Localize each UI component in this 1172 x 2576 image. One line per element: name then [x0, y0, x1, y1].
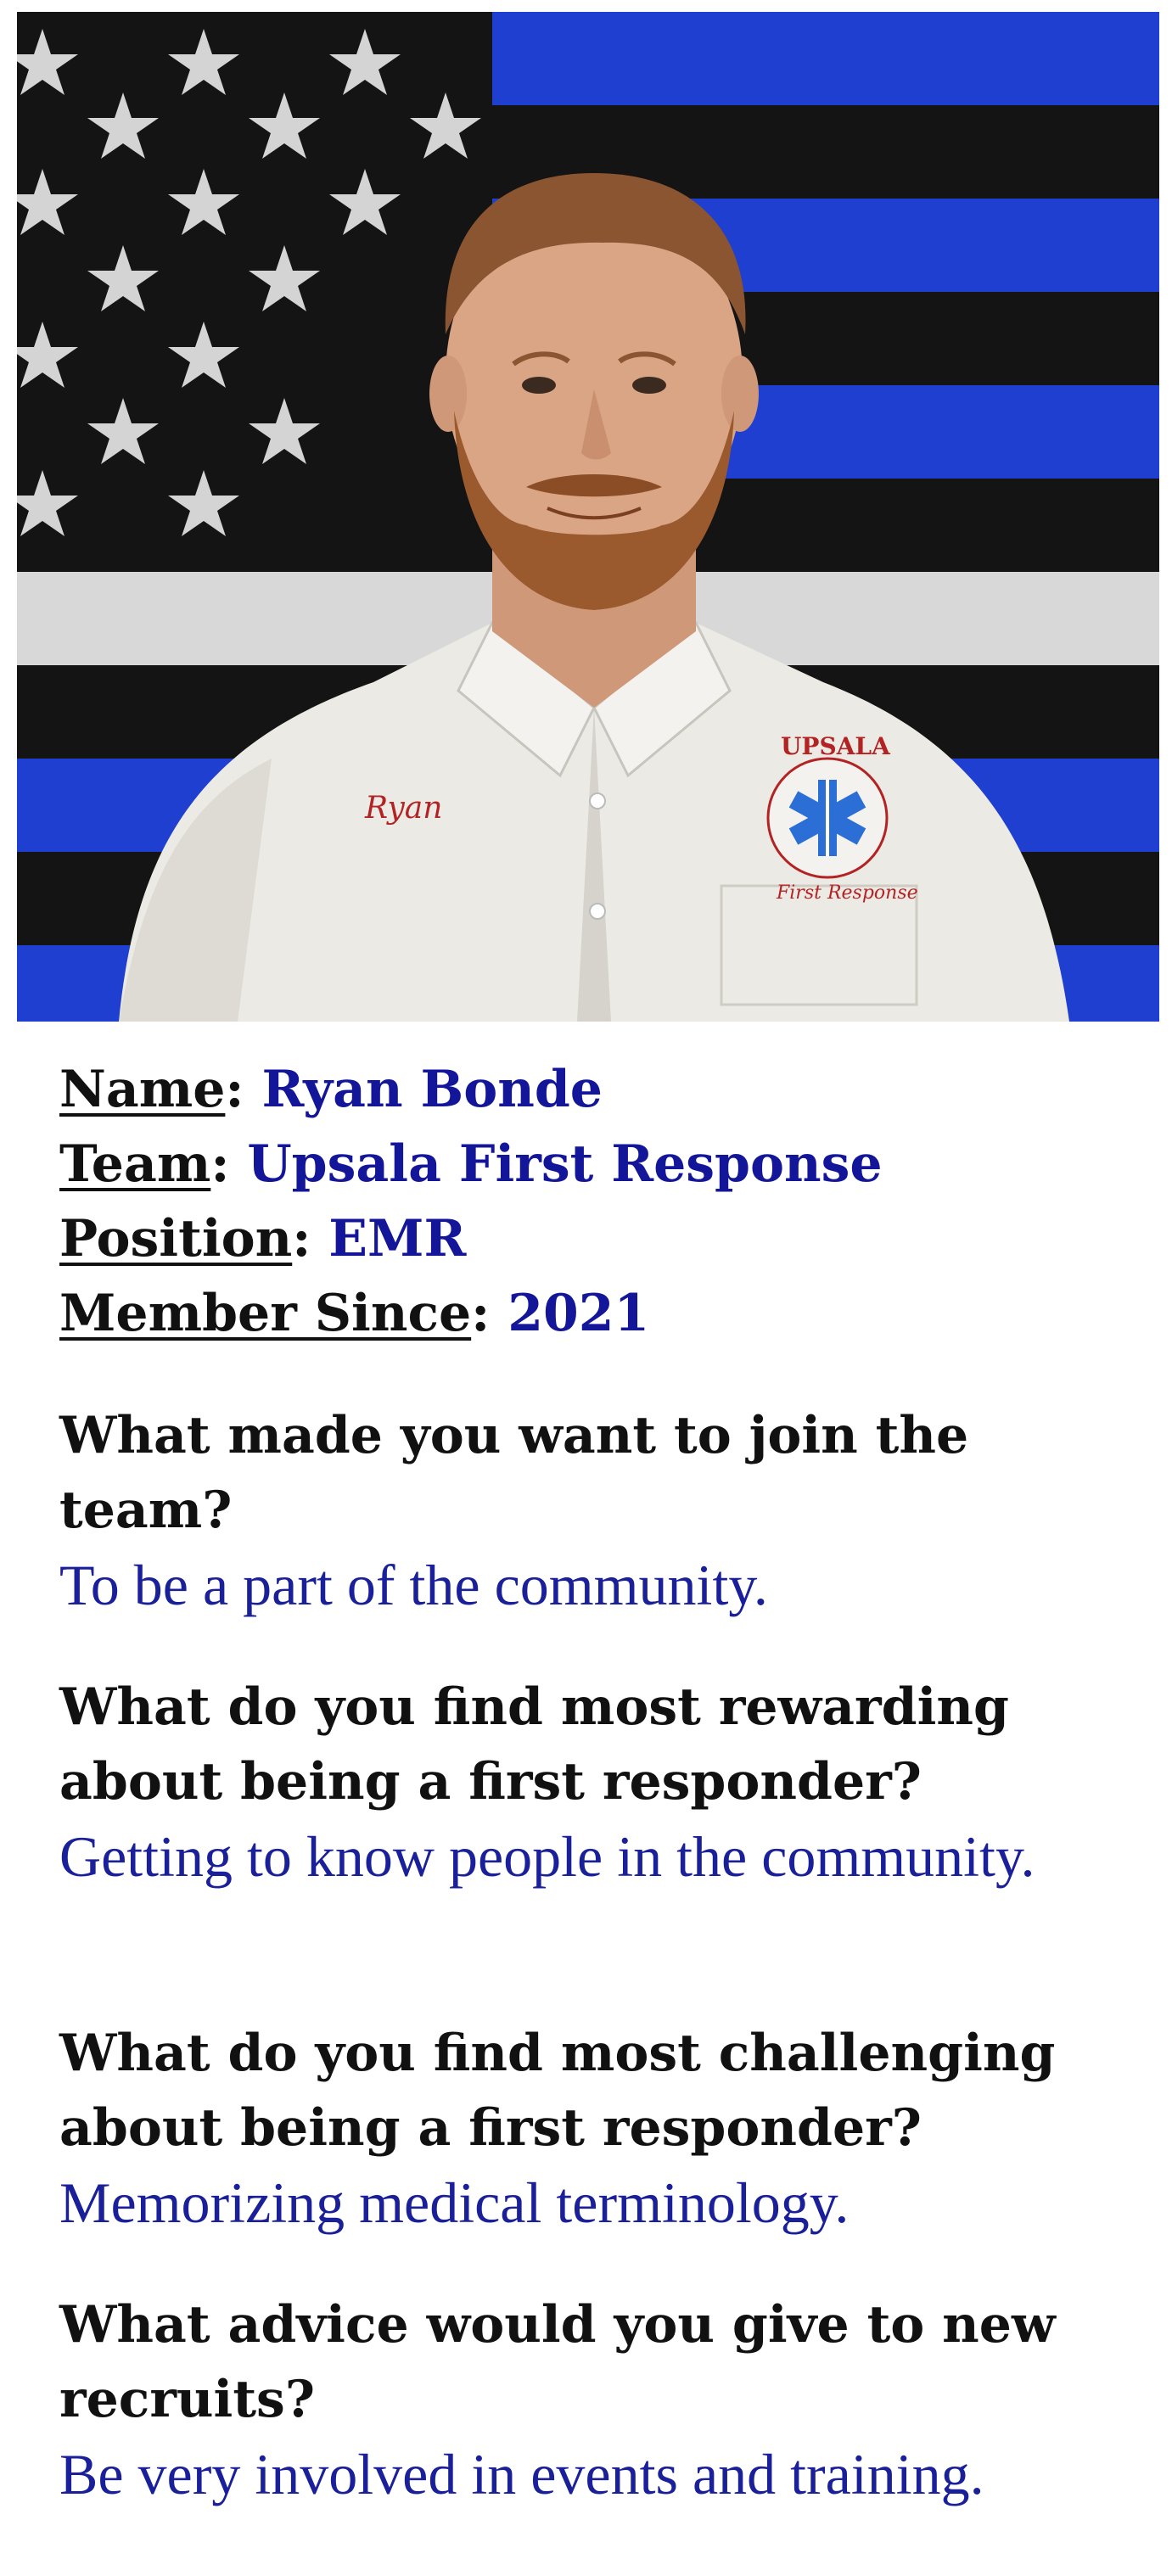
svg-text:UPSALA: UPSALA [781, 732, 890, 760]
position-colon: : [292, 1209, 311, 1268]
answer-text: To be a part of the community. [59, 1553, 768, 1617]
qa-item [59, 1398, 1146, 1622]
question-text: What do you find most rewarding about being a first responder? [59, 1677, 1009, 1812]
name-label: Name [59, 1060, 226, 1119]
question-text: What advice would you give to new recruits? [59, 2295, 1056, 2429]
profile-fields [59, 1052, 1146, 1351]
answer-text: Memorizing medical terminology. [59, 2170, 850, 2235]
team-colon: : [210, 1134, 230, 1194]
portrait-illustration [17, 12, 1159, 1022]
team-field [59, 1127, 1146, 1201]
team-label: Team [59, 1134, 211, 1194]
member-since-field [59, 1276, 1146, 1351]
answer-text: Getting to know people in the community. [59, 1824, 1035, 1889]
name-colon: : [225, 1060, 244, 1119]
position-field [59, 1201, 1146, 1276]
member-since-value: 2021 [507, 1284, 650, 1343]
svg-text:First Response: First Response [777, 882, 918, 904]
qa-item [59, 1670, 1146, 1894]
member-since-label: Member Since [59, 1284, 472, 1343]
answer-text: Be very involved in events and training. [59, 2442, 984, 2506]
qa-item [59, 2016, 1146, 2240]
name-value: Ryan Bonde [261, 1060, 603, 1119]
shirt-name-embroidery: Ryan [365, 791, 443, 826]
question-text: What made you want to join the team? [59, 1406, 969, 1540]
member-since-colon: : [471, 1284, 491, 1343]
team-value: Upsala First Response [247, 1134, 883, 1194]
name-field [59, 1052, 1146, 1127]
position-label: Position [59, 1209, 293, 1268]
qa-item [59, 2288, 1146, 2512]
profile-photo [17, 12, 1159, 1022]
position-value: EMR [328, 1209, 467, 1268]
question-text: What do you find most challenging about being a first responder? [59, 2024, 1056, 2158]
